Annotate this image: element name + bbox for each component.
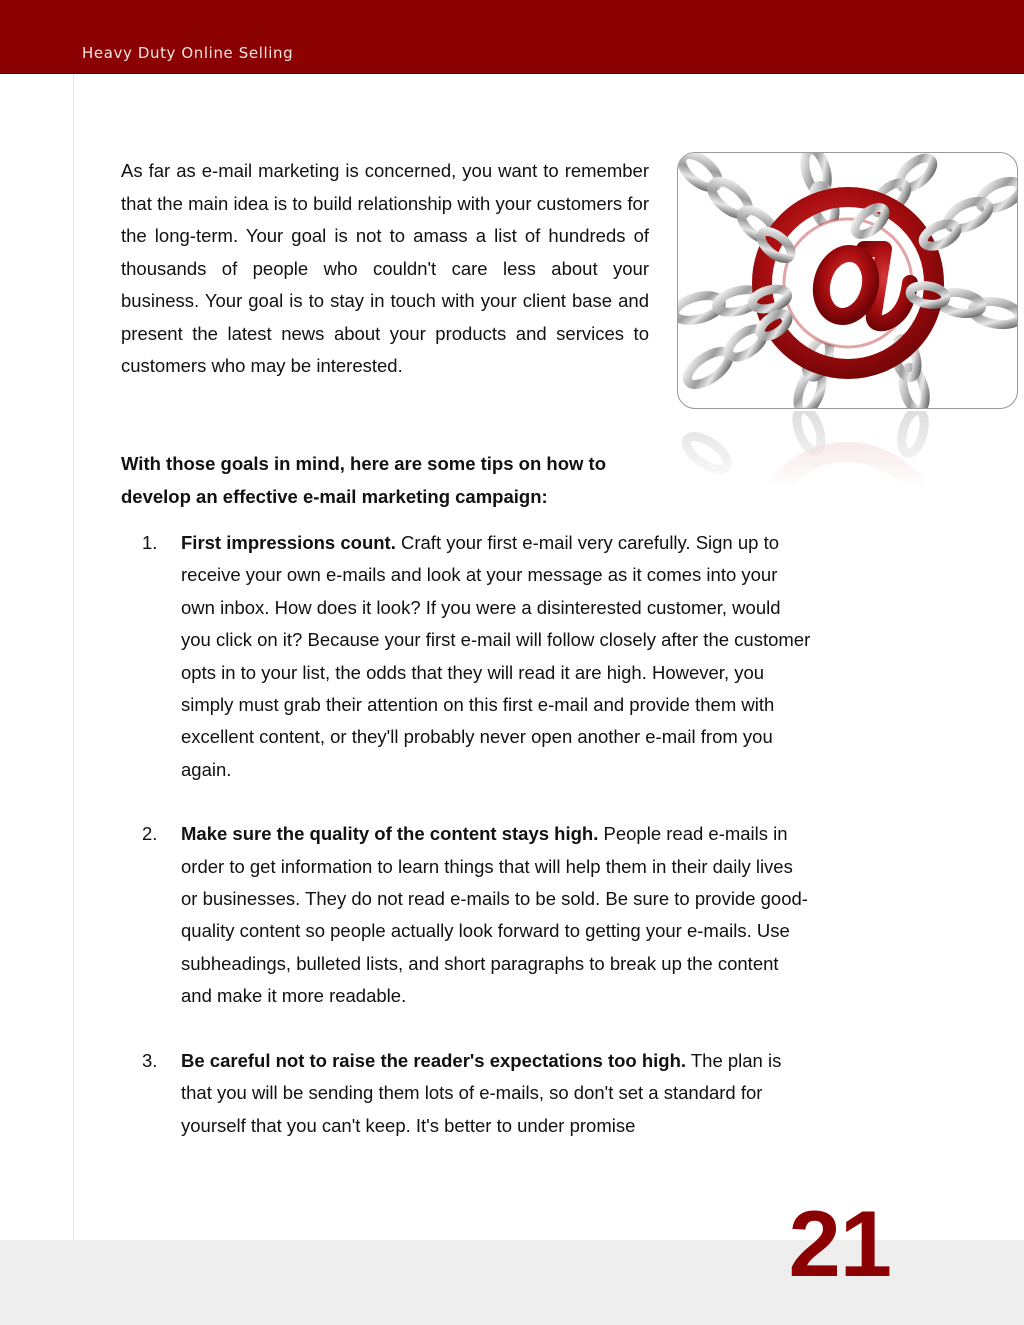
list-item (121, 527, 811, 786)
list-item-title: Make sure the quality of the content stays high. (181, 823, 599, 845)
list-item-text: People read e-mails in order to get information to learn things that will help them in their daily lives or businesses. They do not read e-mails to be sold. Be sure to provide good-quality content so people actually look forward to getting your e-mails. Use subheadings, bulleted lists, and short paragraphs to break up the content and make it more readable. (181, 823, 808, 1007)
email-chain-image-reflection (677, 411, 1018, 491)
list-item-title: First impressions count. (181, 532, 396, 553)
list-item-number: 2. (142, 823, 158, 845)
header-title: Heavy Duty Online Selling (82, 44, 294, 62)
tips-heading: With those goals in mind, here are some tips on how to develop an effective e-mail marketing campaign: (121, 453, 606, 507)
left-margin-rule (73, 74, 74, 1240)
list-item-number: 3. (142, 1049, 158, 1071)
email-chain-image (677, 152, 1018, 409)
list-item-title: Be careful not to raise the reader's expectations too high. (181, 1049, 687, 1071)
list-item (121, 818, 811, 1012)
list-item-text: Craft your first e-mail very carefully. Sign up to receive your own e-mails and look at your message as it comes into your own inbox. How does it look? If you were a disinterested customer, would you click on it? Because your first e-mail will follow closely after the customer opts in to your list, the odds that they will read it are high. However, you simply must grab their attention on this first e-mail and provide them with excellent content, or they'll probably never open another e-mail from you again. (181, 532, 811, 780)
chained-at-sign-icon (678, 153, 1018, 409)
list-item (121, 1045, 811, 1142)
header-bar (0, 0, 1024, 74)
tips-list (121, 527, 811, 1174)
chained-at-sign-reflection-icon (677, 411, 1018, 491)
list-item-text: The plan is that you will be sending them lots of e-mails, so don't set a standard for yourself that you can't keep. It's better to under promise (181, 1049, 782, 1136)
list-item-number: 1. (142, 532, 158, 553)
page-number: 21 (788, 1191, 891, 1296)
intro-paragraph: As far as e-mail marketing is concerned, you want to remember that the main idea is to build relationship with your customers for the long-term. Your goal is not to amass a list of hundreds of thousands of people who couldn't care less about your business. Your goal is to stay in touch with your client base and present the latest news about your products and services to customers who may be interested. (121, 160, 649, 376)
